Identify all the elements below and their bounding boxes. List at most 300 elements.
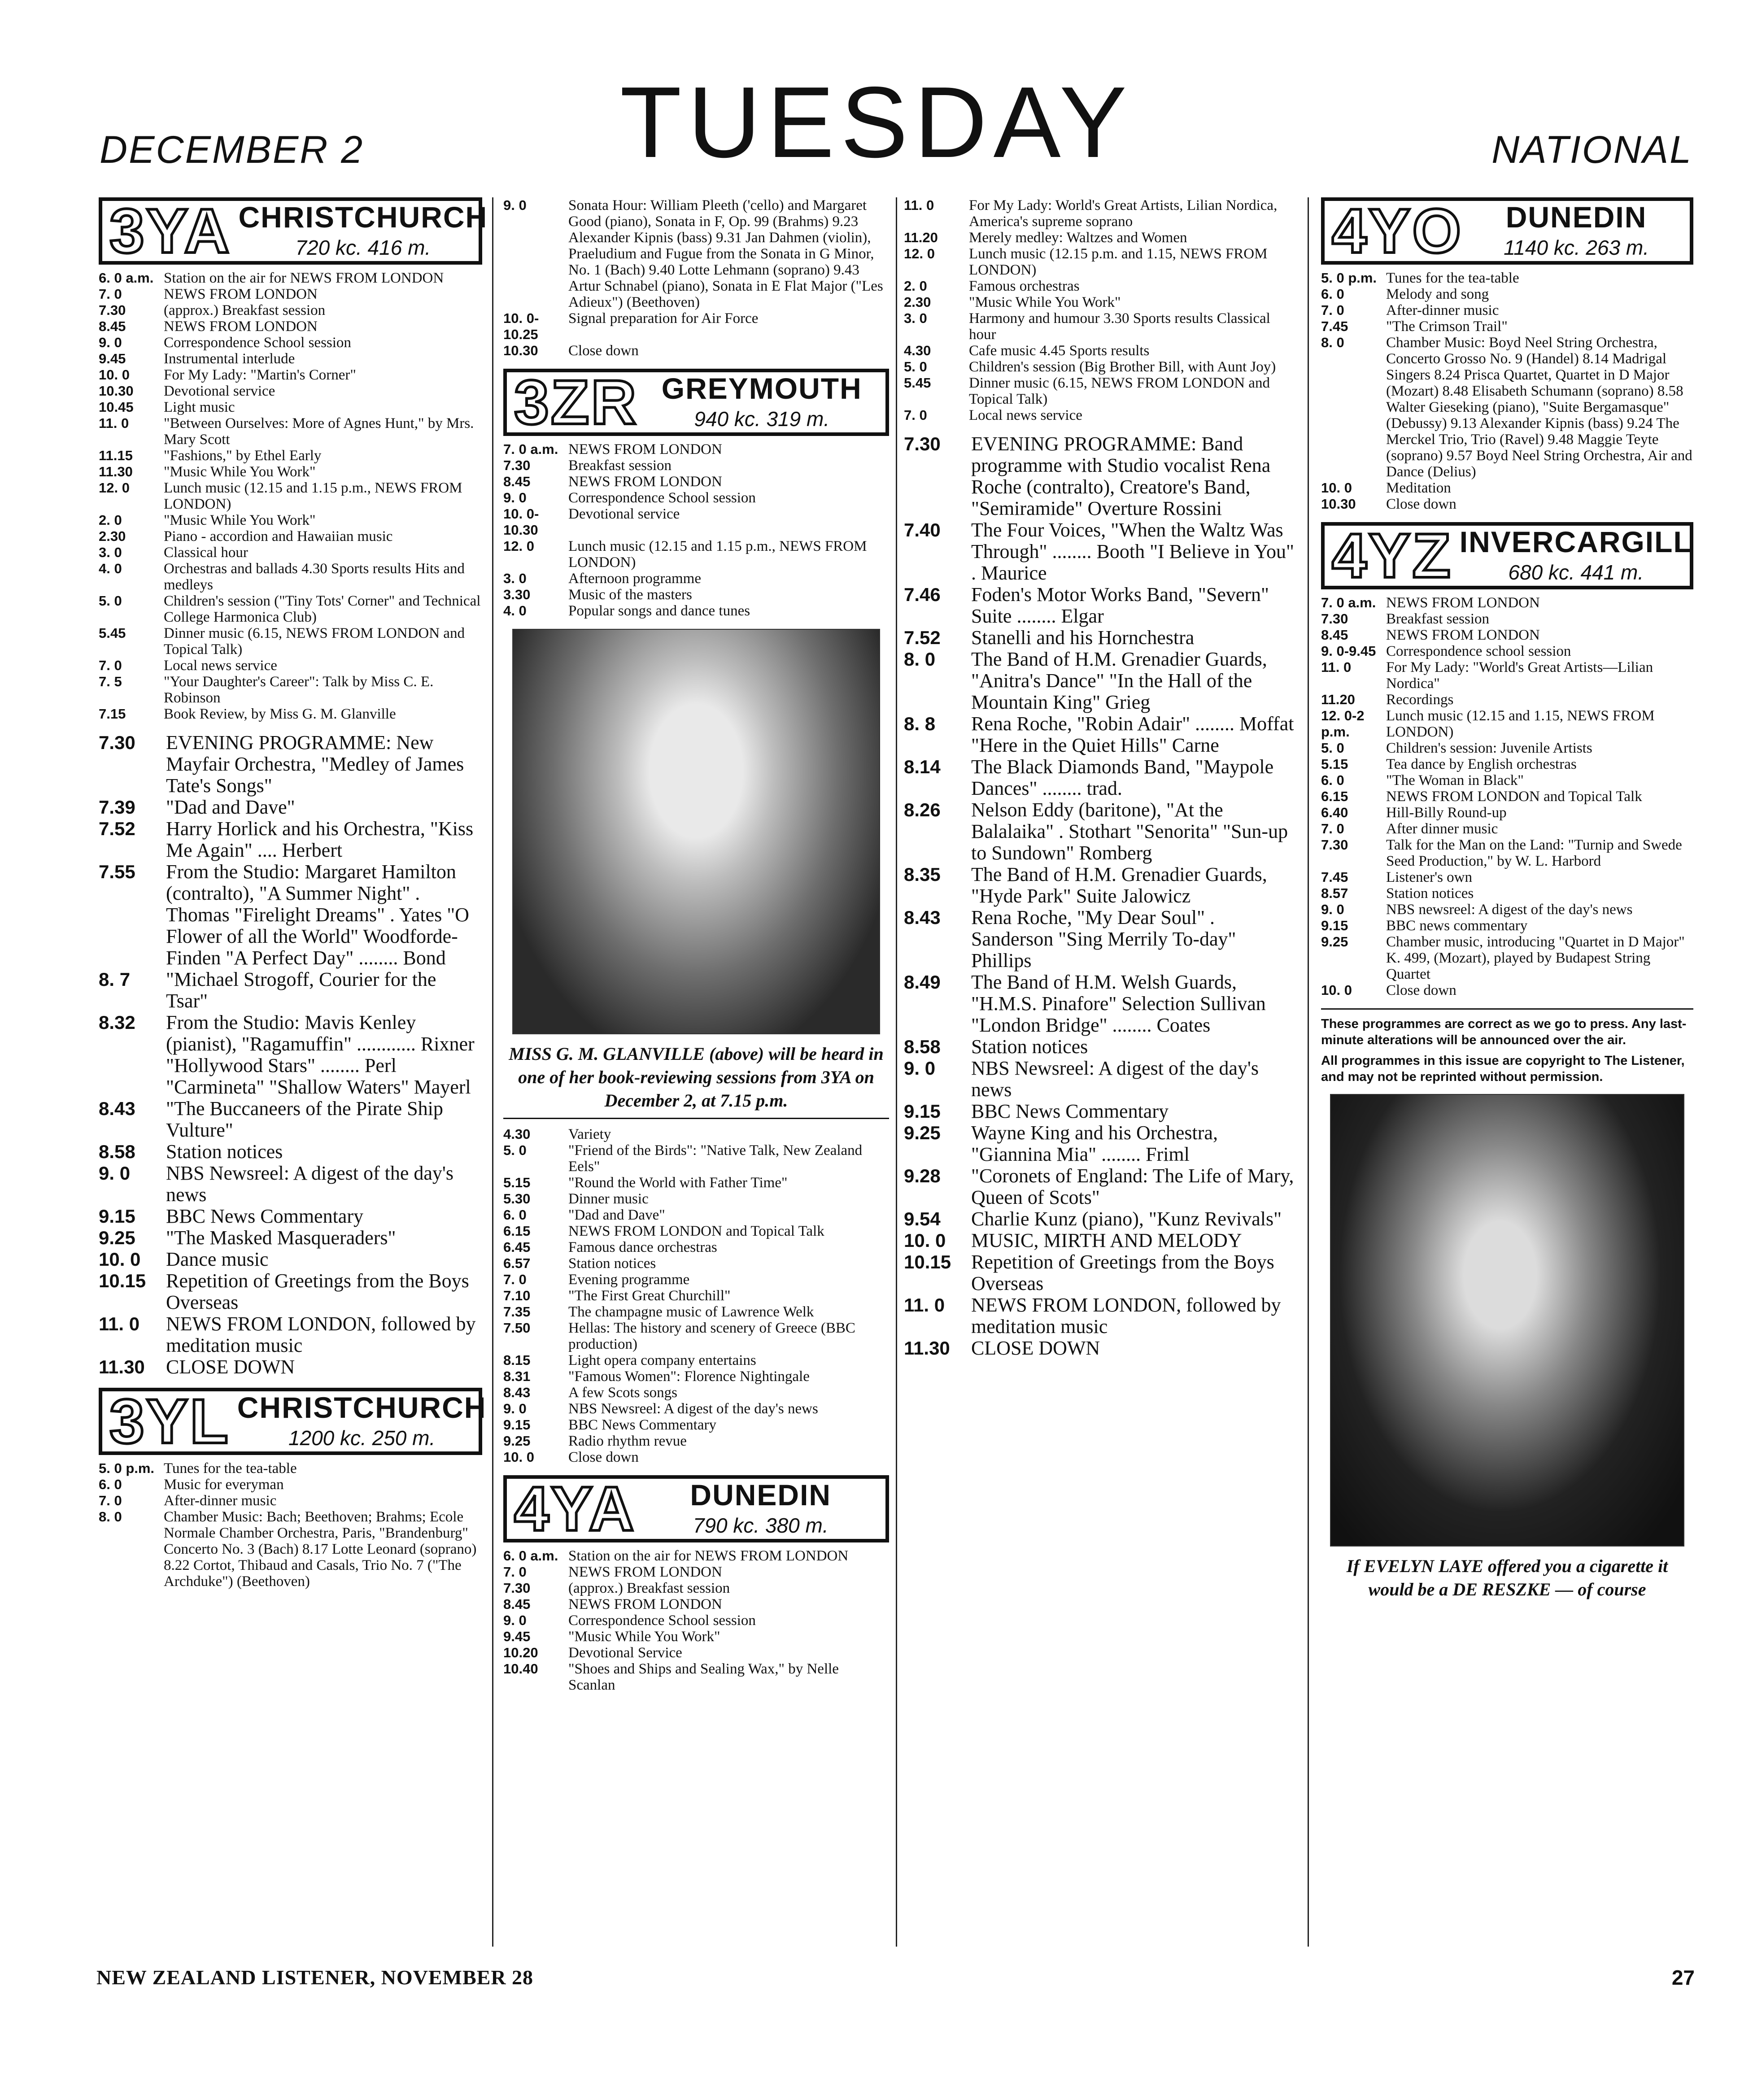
schedule-time: 9. 0 [99,335,122,350]
schedule-time: 11.30 [99,1356,145,1377]
schedule-item [503,1385,889,1401]
schedule-description: Close down [1386,496,1456,512]
schedule-description: "Fashions," by Ethel Early [164,448,322,464]
schedule-list-3ya [99,270,482,722]
schedule-item [904,197,1299,230]
schedule-description: NBS Newsreel: A digest of the day's news [971,1057,1259,1101]
schedule-time: 2.30 [99,528,126,544]
schedule-item [99,732,482,797]
schedule-description: Breakfast session [568,457,672,474]
schedule-item [1321,335,1693,480]
schedule-item [1321,869,1693,885]
schedule-item [503,457,889,474]
schedule-item [99,1012,482,1098]
schedule-description: Dinner music (6.15, NEWS FROM LONDON and Topical Talk) [164,625,465,658]
schedule-time: 3. 0 [99,545,122,560]
schedule-description: "The Buccaneers of the Pirate Ship Vulture" [166,1098,443,1141]
schedule-time: 8.49 [904,972,941,993]
schedule-time: 10. 0 [1321,480,1352,496]
station-city: DUNEDIN [690,1478,832,1512]
schedule-item [503,441,889,457]
schedule-item [99,1098,482,1141]
schedule-description: "Round the World with Father Time" [568,1175,788,1191]
schedule-description: Variety [568,1126,611,1142]
schedule-time: 5. 0 [1321,740,1344,756]
schedule-item [503,1661,889,1693]
schedule-description: The Band of H.M. Welsh Guards, "H.M.S. Pinafore" Selection Sullivan "London Bridge" ........ Coates [971,971,1266,1036]
schedule-time: 12. 0 [503,538,534,554]
schedule-time: 7. 0 [503,1272,527,1287]
schedule-time: 9.15 [1321,918,1348,933]
schedule-item [503,587,889,603]
schedule-description: CLOSE DOWN [166,1356,295,1378]
schedule-item [904,713,1299,756]
schedule-description: After-dinner music [1386,302,1499,318]
schedule-item [1321,837,1693,869]
schedule-description: NBS Newsreel: A digest of the day's news [166,1162,454,1206]
schedule-time: 7. 0 a.m. [503,441,558,457]
schedule-time: 4. 0 [99,561,122,576]
schedule-time: 9.54 [904,1208,941,1229]
schedule-time: 6.57 [503,1255,531,1271]
schedule-time: 7. 5 [99,674,122,689]
schedule-item [503,474,889,490]
schedule-time: 9.15 [99,1206,135,1227]
schedule-time: 10.30 [503,343,538,358]
schedule-description: Lunch music (12.15 and 1.15 p.m., NEWS FROM LONDON) [568,538,867,571]
schedule-description: "Dad and Dave" [568,1207,665,1223]
schedule-list-3yl [99,1460,482,1590]
schedule-description: "The Woman in Black" [1386,772,1524,789]
schedule-item [503,1320,889,1352]
schedule-description: Tunes for the tea-table [1386,270,1519,286]
schedule-time: 9.15 [503,1417,531,1433]
station-frequency: 1140 kc. 263 m. [1504,236,1649,259]
schedule-time: 3. 0 [904,310,927,326]
station-frequency: 720 kc. 416 m. [295,236,431,259]
schedule-time: 6.15 [1321,789,1348,804]
schedule-description: NEWS FROM LONDON [568,441,722,457]
schedule-time: 7.55 [99,861,135,882]
schedule-time: 7. 0 a.m. [1321,595,1376,610]
evening-list-4ya [904,433,1299,1359]
schedule-description: Tunes for the tea-table [164,1460,297,1477]
schedule-time: 8. 7 [99,969,131,990]
schedule-item [1321,643,1693,659]
schedule-time: 7. 0 [99,1493,122,1508]
schedule-time: 10. 0 [99,1249,141,1270]
schedule-description: "Famous Women": Florence Nightingale [568,1368,810,1385]
schedule-item [503,310,889,343]
schedule-time: 6.15 [503,1223,531,1239]
schedule-item [99,861,482,969]
schedule-time: 9.25 [1321,934,1348,950]
schedule-item [99,1249,482,1270]
schedule-description: Harmony and humour 3.30 Sports results Classical hour [969,310,1270,343]
schedule-item [1321,918,1693,934]
schedule-description: Lunch music (12.15 and 1.15 p.m., NEWS FROM LONDON) [164,480,462,512]
schedule-description: Talk for the Man on the Land: "Turnip and Swede Seed Production," by W. L. Harbord [1386,837,1682,869]
schedule-item [1321,772,1693,789]
divider [503,1118,889,1119]
notice-alterations: These programmes are correct as we go to press. Any last-minute alterations will be announced over the air. [1321,1017,1687,1047]
schedule-description: The champagne music of Lawrence Welk [568,1304,814,1320]
schedule-time: 12. 0 [904,246,935,261]
schedule-item [503,1207,889,1223]
station-box-4ya [503,1475,889,1542]
schedule-description: NEWS FROM LONDON, followed by meditation music [971,1294,1281,1338]
schedule-description: NEWS FROM LONDON, followed by meditation music [166,1313,476,1356]
schedule-description: Music for everyman [164,1477,284,1493]
schedule-time: 7.15 [99,706,126,722]
schedule-time: 12. 0 [99,480,130,496]
schedule-time: 6.40 [1321,805,1348,820]
schedule-description: Station notices [971,1036,1088,1058]
schedule-time: 9.45 [99,351,126,366]
schedule-time: 2. 0 [99,512,122,528]
schedule-item [99,1493,482,1509]
schedule-time: 10.40 [503,1661,538,1677]
schedule-description: NEWS FROM LONDON and Topical Talk [568,1223,824,1239]
schedule-time: 3.30 [503,587,531,602]
schedule-description: Afternoon programme [568,571,701,587]
schedule-item [99,1509,482,1590]
schedule-time: 12. 0-2 p.m. [1321,708,1365,740]
schedule-item [904,1036,1299,1058]
schedule-time: 7.40 [904,519,941,540]
schedule-item [99,593,482,625]
schedule-item [904,1122,1299,1165]
schedule-time: 8.45 [99,318,126,334]
schedule-item [904,584,1299,627]
schedule-description: Station notices [568,1255,656,1272]
schedule-item [1321,627,1693,643]
schedule-description: "Between Ourselves: More of Agnes Hunt," by Mrs. Mary Scott [164,415,474,448]
schedule-time: 9. 0-9.45 [1321,643,1376,659]
schedule-time: 9. 0 [904,1058,936,1079]
schedule-time: 9. 0 [503,1401,527,1416]
column-2 [503,197,889,1703]
schedule-item [503,1304,889,1320]
schedule-description: From the Studio: Mavis Kenley (pianist), "Ragamuffin" ............ Rixner "Hollywood Stars" ........ Perl "Carmineta" "Shallow Waters" Mayerl [166,1011,475,1098]
station-frequency: 680 kc. 441 m. [1508,561,1644,584]
schedule-time: 7.52 [99,818,135,839]
schedule-item [904,246,1299,278]
schedule-description: Dinner music [568,1191,649,1207]
schedule-description: Wayne King and his Orchestra, "Giannina Mia" ........ Friml [971,1122,1218,1165]
schedule-time: 5. 0 [503,1142,527,1158]
schedule-item [99,674,482,706]
schedule-description: Station notices [1386,885,1474,902]
schedule-item [503,1580,889,1596]
schedule-item [99,383,482,399]
schedule-description: Charlie Kunz (piano), "Kunz Revivals" [971,1208,1282,1230]
schedule-time: 9.15 [904,1101,941,1122]
schedule-item [904,519,1299,584]
schedule-item [904,407,1299,423]
schedule-description: NEWS FROM LONDON [568,1596,722,1612]
schedule-item [99,1270,482,1313]
schedule-description: "Music While You Work" [164,512,316,528]
schedule-list-4ya-cont [904,197,1299,423]
schedule-time: 8.14 [904,756,941,777]
schedule-time: 9.25 [904,1122,941,1143]
column-rule [492,197,493,1947]
schedule-description: Orchestras and ballads 4.30 Sports results Hits and medleys [164,561,465,593]
schedule-item [1321,659,1693,692]
schedule-description: Cafe music 4.45 Sports results [969,343,1150,359]
schedule-time: 10. 0-10.25 [503,310,539,342]
schedule-description: Hill-Billy Round-up [1386,805,1507,821]
schedule-list-3yl-cont [503,197,889,359]
schedule-item [1321,595,1693,611]
schedule-item [99,561,482,593]
schedule-item [503,1612,889,1629]
schedule-description: Devotional service [568,506,680,522]
schedule-time: 7. 0 [1321,302,1344,318]
schedule-list-4ya [503,1548,889,1693]
schedule-description: Lunch music (12.15 and 1.15, NEWS FROM LONDON) [1386,708,1655,740]
schedule-time: 6. 0 a.m. [503,1548,558,1564]
schedule-item [503,1449,889,1465]
schedule-description: Chamber Music: Bach; Beethoven; Brahms; Ecole Normale Chamber Orchestra, Paris, "Brandenburg" Concerto No. 3 (Bach) 8.17 Lotte Leonard (soprano) 8.22 Cortot, Thibaud and Casals, Trio No. 7 ("The Archduke") (Beethoven) [164,1509,477,1590]
header-day: TUESDAY [619,65,1133,179]
schedule-item [904,230,1299,246]
schedule-description: NEWS FROM LONDON and Topical Talk [1386,789,1642,805]
schedule-time: 10. 0-10.30 [503,506,539,538]
schedule-item [503,343,889,359]
schedule-item [904,907,1299,972]
schedule-time: 8.43 [503,1385,531,1400]
schedule-time: 7.45 [1321,318,1348,334]
schedule-time: 9.45 [503,1629,531,1644]
station-logo: 3ZR [514,367,638,437]
schedule-item [904,1338,1299,1359]
schedule-item [904,1294,1299,1338]
schedule-item [99,1460,482,1477]
schedule-description: Lunch music (12.15 p.m. and 1.15, NEWS FROM LONDON) [969,246,1268,278]
schedule-description: Hellas: The history and scenery of Greece (BBC production) [568,1320,855,1352]
schedule-time: 5.45 [99,625,126,641]
schedule-time: 6. 0 [1321,286,1344,302]
schedule-item [99,415,482,448]
schedule-item [904,1208,1299,1230]
schedule-item [904,799,1299,864]
schedule-list-4yo [1321,270,1693,512]
schedule-time: 8.15 [503,1352,531,1368]
schedule-time: 8.45 [1321,627,1348,643]
schedule-item [1321,480,1693,496]
schedule-description: "Michael Strogoff, Courier for the Tsar" [166,968,436,1012]
schedule-time: 7. 0 [99,658,122,673]
schedule-description: Listener's own [1386,869,1472,885]
schedule-item [503,1191,889,1207]
schedule-time: 10.30 [99,383,134,399]
schedule-item [904,1165,1299,1208]
schedule-item [503,538,889,571]
schedule-time: 6. 0 a.m. [99,270,154,286]
photo-caption: MISS G. M. GLANVILLE (above) will be heard in one of her book-reviewing sessions from 3YA on December 2, at 7.15 p.m. [509,1044,884,1111]
schedule-time: 8.31 [503,1368,531,1384]
schedule-time: 2. 0 [904,278,927,294]
schedule-time: 7. 0 [904,407,927,423]
schedule-description: "The First Great Churchill" [568,1288,731,1304]
schedule-time: 9. 0 [99,1163,131,1184]
schedule-description: Station on the air for NEWS FROM LONDON [568,1548,849,1564]
schedule-time: 5.15 [503,1175,531,1190]
schedule-time: 8. 0 [904,649,936,670]
schedule-description: Sonata Hour: William Pleeth ('cello) and Margaret Good (piano), Sonata in F, Op. 99 (Brahms) 9.23 Alexander Kipnis (bass) 9.31 Jan Dahmen (violin), Praeludium and Fugue from the Sonata in G Minor, No. 1 (Bach) 9.40 Lotte Lehmann (soprano) 9.43 Artur Schnabel (piano), Sonata in E Flat Major ("Les Adieux") (Beethoven) [568,197,883,310]
schedule-time: 7.30 [503,1580,531,1596]
schedule-time: 9. 0 [503,1612,527,1628]
schedule-item [1321,934,1693,982]
schedule-description: Stanelli and his Hornchestra [971,627,1195,649]
schedule-description: BBC news commentary [1386,918,1528,934]
schedule-description: The Band of H.M. Grenadier Guards, "Anitra's Dance" "In the Hall of the Mountain King" Grieg [971,648,1267,713]
schedule-time: 8.32 [99,1012,135,1033]
schedule-time: 10.30 [1321,496,1356,512]
schedule-time: 5.45 [904,375,931,391]
schedule-item [99,302,482,318]
schedule-description: Foden's Motor Works Band, "Severn" Suite ........ Elgar [971,584,1269,627]
header-date: DECEMBER 2 [100,128,364,171]
station-box-3ya [99,196,488,266]
schedule-description: Correspondence School session [568,1612,756,1629]
schedule-description: BBC News Commentary [166,1205,363,1227]
schedule-time: 9.25 [503,1433,531,1449]
schedule-item [99,797,482,818]
column-3 [904,197,1299,1369]
schedule-description: BBC News Commentary [568,1417,716,1433]
schedule-item [99,270,482,286]
schedule-item [99,351,482,367]
schedule-description: "Music While You Work" [969,294,1121,310]
schedule-description: Nelson Eddy (baritone), "At the Balalaika" . Stothart "Senorita" "Sun-up to Sundown" Romberg [971,799,1288,864]
schedule-description: Meditation [1386,480,1451,496]
schedule-item [503,1401,889,1417]
schedule-time: 7. 0 [503,1564,527,1580]
schedule-item [503,1433,889,1449]
schedule-time: 7. 0 [1321,821,1344,837]
schedule-time: 8.58 [904,1036,941,1057]
schedule-item [904,278,1299,294]
schedule-time: 2.30 [904,294,931,310]
schedule-description: "Coronets of England: The Life of Mary, Queen of Scots" [971,1165,1294,1208]
schedule-time: 4. 0 [503,603,527,619]
schedule-time: 7.10 [503,1288,531,1303]
schedule-item [904,649,1299,713]
schedule-description: "Music While You Work" [164,464,316,480]
schedule-time: 10. 0 [904,1230,946,1251]
schedule-time: 10.15 [904,1251,951,1272]
schedule-time: 8. 0 [99,1509,122,1525]
schedule-description: "The Masked Masqueraders" [166,1227,396,1249]
schedule-item [1321,286,1693,302]
schedule-list-3zr [503,441,889,619]
schedule-item [1321,270,1693,286]
evelyn-laye-photo [1330,1094,1684,1547]
schedule-item [1321,611,1693,627]
footer-publication: NEW ZEALAND LISTENER, NOVEMBER 28 [96,1966,534,1989]
schedule-description: Devotional service [164,383,275,399]
station-city: GREYMOUTH [661,372,862,405]
schedule-description: "Your Daughter's Career": Talk by Miss C. E. Robinson [164,674,434,706]
schedule-item [99,512,482,528]
schedule-item [503,197,889,310]
station-box-3zr [503,369,889,436]
glanville-photo [512,629,880,1034]
schedule-item [503,1368,889,1385]
schedule-item [503,1645,889,1661]
schedule-list-3zr-evening [503,1126,889,1465]
station-box-4yo [1321,197,1693,265]
schedule-time: 3. 0 [503,571,527,586]
schedule-item [904,627,1299,649]
schedule-item [904,310,1299,343]
schedule-description: "Dad and Dave" [166,796,295,818]
schedule-description: Dinner music (6.15, NEWS FROM LONDON and Topical Talk) [969,375,1270,407]
schedule-item [99,480,482,512]
schedule-description: Children's session: Juvenile Artists [1386,740,1592,756]
schedule-description: After dinner music [1386,821,1498,837]
schedule-description: Station notices [166,1141,283,1163]
schedule-item [1321,982,1693,998]
column-rule [1308,197,1309,1947]
schedule-time: 9.28 [904,1165,941,1186]
evening-list-3ya [99,732,482,1378]
schedule-description: Local news service [969,407,1082,423]
station-city: DUNEDIN [1505,200,1647,234]
schedule-time: 9. 0 [1321,902,1344,917]
station-city: INVERCARGILL [1459,525,1692,558]
station-logo: 3YL [109,1386,230,1456]
schedule-description: The Band of H.M. Grenadier Guards, "Hyde Park" Suite Jalowicz [971,863,1267,907]
schedule-item [99,1141,482,1163]
schedule-description: Rena Roche, "Robin Adair" ........ Moffat "Here in the Quiet Hills" Carne [971,713,1294,756]
schedule-description: "Friend of the Birds": "Native Talk, New Zealand Eels" [568,1142,863,1175]
schedule-item [503,1629,889,1645]
schedule-item [904,294,1299,310]
schedule-description: CLOSE DOWN [971,1337,1100,1359]
schedule-description: Light music [164,399,235,415]
schedule-description: Children's session (Big Brother Bill, with Aunt Joy) [969,359,1276,375]
schedule-item [503,1142,889,1175]
schedule-item [503,1596,889,1612]
schedule-description: Breakfast session [1386,611,1490,627]
schedule-description: NEWS FROM LONDON [1386,627,1540,643]
schedule-time: 7.35 [503,1304,531,1320]
schedule-item [99,448,482,464]
schedule-description: From the Studio: Margaret Hamilton (contralto), "A Summer Night" . Thomas "Firelight Dreams" . Yates "O Flower of all the World" Woodforde-Finden "A Perfect Day" ........ Bond [166,861,469,969]
schedule-time: 11. 0 [1321,659,1352,675]
station-box-3yl [99,1386,487,1456]
schedule-time: 11. 0 [99,1313,140,1334]
schedule-time: 5. 0 p.m. [99,1460,155,1476]
schedule-description: (approx.) Breakfast session [164,302,326,318]
column-rule [896,197,897,1947]
schedule-time: 10. 0 [1321,982,1352,998]
schedule-description: Recordings [1386,692,1454,708]
schedule-time: 9. 0 [503,197,527,213]
schedule-item [99,1313,482,1356]
schedule-item [904,359,1299,375]
schedule-time: 10. 0 [99,367,130,383]
schedule-time: 6.45 [503,1239,531,1255]
schedule-description: "Music While You Work" [568,1629,720,1645]
schedule-description: Children's session ("Tiny Tots' Corner" and Technical College Harmonica Club) [164,593,481,625]
schedule-time: 11.20 [904,230,938,245]
schedule-description: For My Lady: World's Great Artists, Lilian Nordica, America's supreme soprano [969,197,1278,230]
